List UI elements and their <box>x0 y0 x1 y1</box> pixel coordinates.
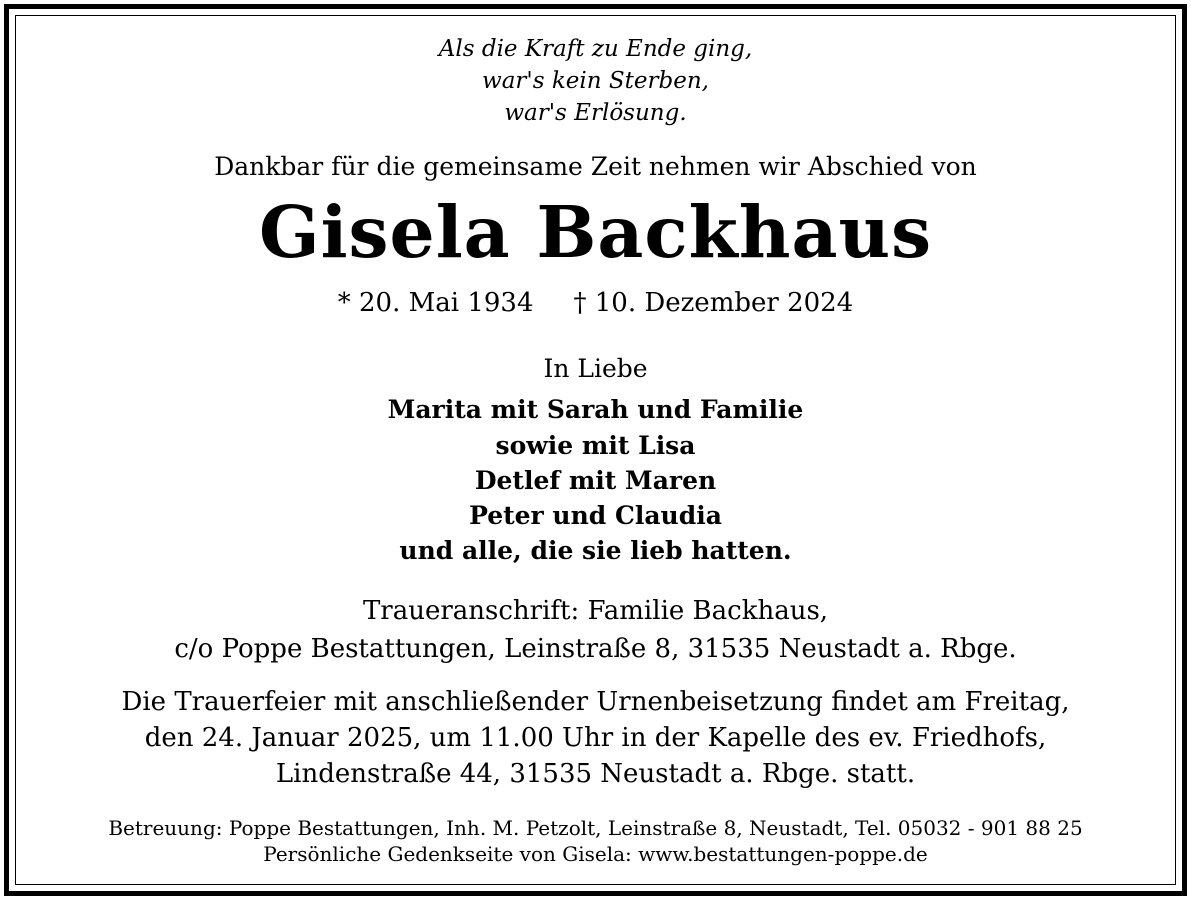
death-date: † 10. Dezember 2024 <box>573 288 854 318</box>
deceased-name: Gisela Backhaus <box>258 190 933 274</box>
address-line: Traueranschrift: Familie Backhaus, <box>362 596 829 626</box>
family-line: Peter und Claudia <box>469 501 722 530</box>
address-line: c/o Poppe Bestattungen, Leinstraße 8, 31535 Neustadt a. Rbge. <box>174 634 1017 664</box>
motto-line: Als die Kraft zu Ende ging, <box>438 36 753 62</box>
ceremony-line: Lindenstraße 44, 31535 Neustadt a. Rbge. statt. <box>275 759 916 789</box>
motto-line: war's kein Sterben, <box>482 68 709 94</box>
ceremony-line: den 24. Januar 2025, um 11.00 Uhr in der Kapelle des ev. Friedhofs, <box>144 723 1047 753</box>
footer-line: Betreuung: Poppe Bestattungen, Inh. M. Petzolt, Leinstraße 8, Neustadt, Tel. 05032 - 901 88 25 <box>108 816 1083 840</box>
birth-date: * 20. Mai 1934 <box>337 288 534 318</box>
in-liebe-text: In Liebe <box>543 354 648 383</box>
motto-line: war's Erlösung. <box>504 100 687 126</box>
family-line: sowie mit Lisa <box>495 431 696 460</box>
life-dates <box>0 288 1191 318</box>
ceremony-line: Die Trauerfeier mit anschließender Urnenbeisetzung findet am Freitag, <box>121 687 1070 717</box>
intro-text: Dankbar für die gemeinsame Zeit nehmen wir Abschied von <box>214 152 977 181</box>
footer-line: Persönliche Gedenkseite von Gisela: www.bestattungen-poppe.de <box>263 842 928 866</box>
family-line: Detlef mit Maren <box>474 466 717 495</box>
family-line: und alle, die sie lieb hatten. <box>399 536 792 565</box>
family-line: Marita mit Sarah und Familie <box>387 395 804 424</box>
